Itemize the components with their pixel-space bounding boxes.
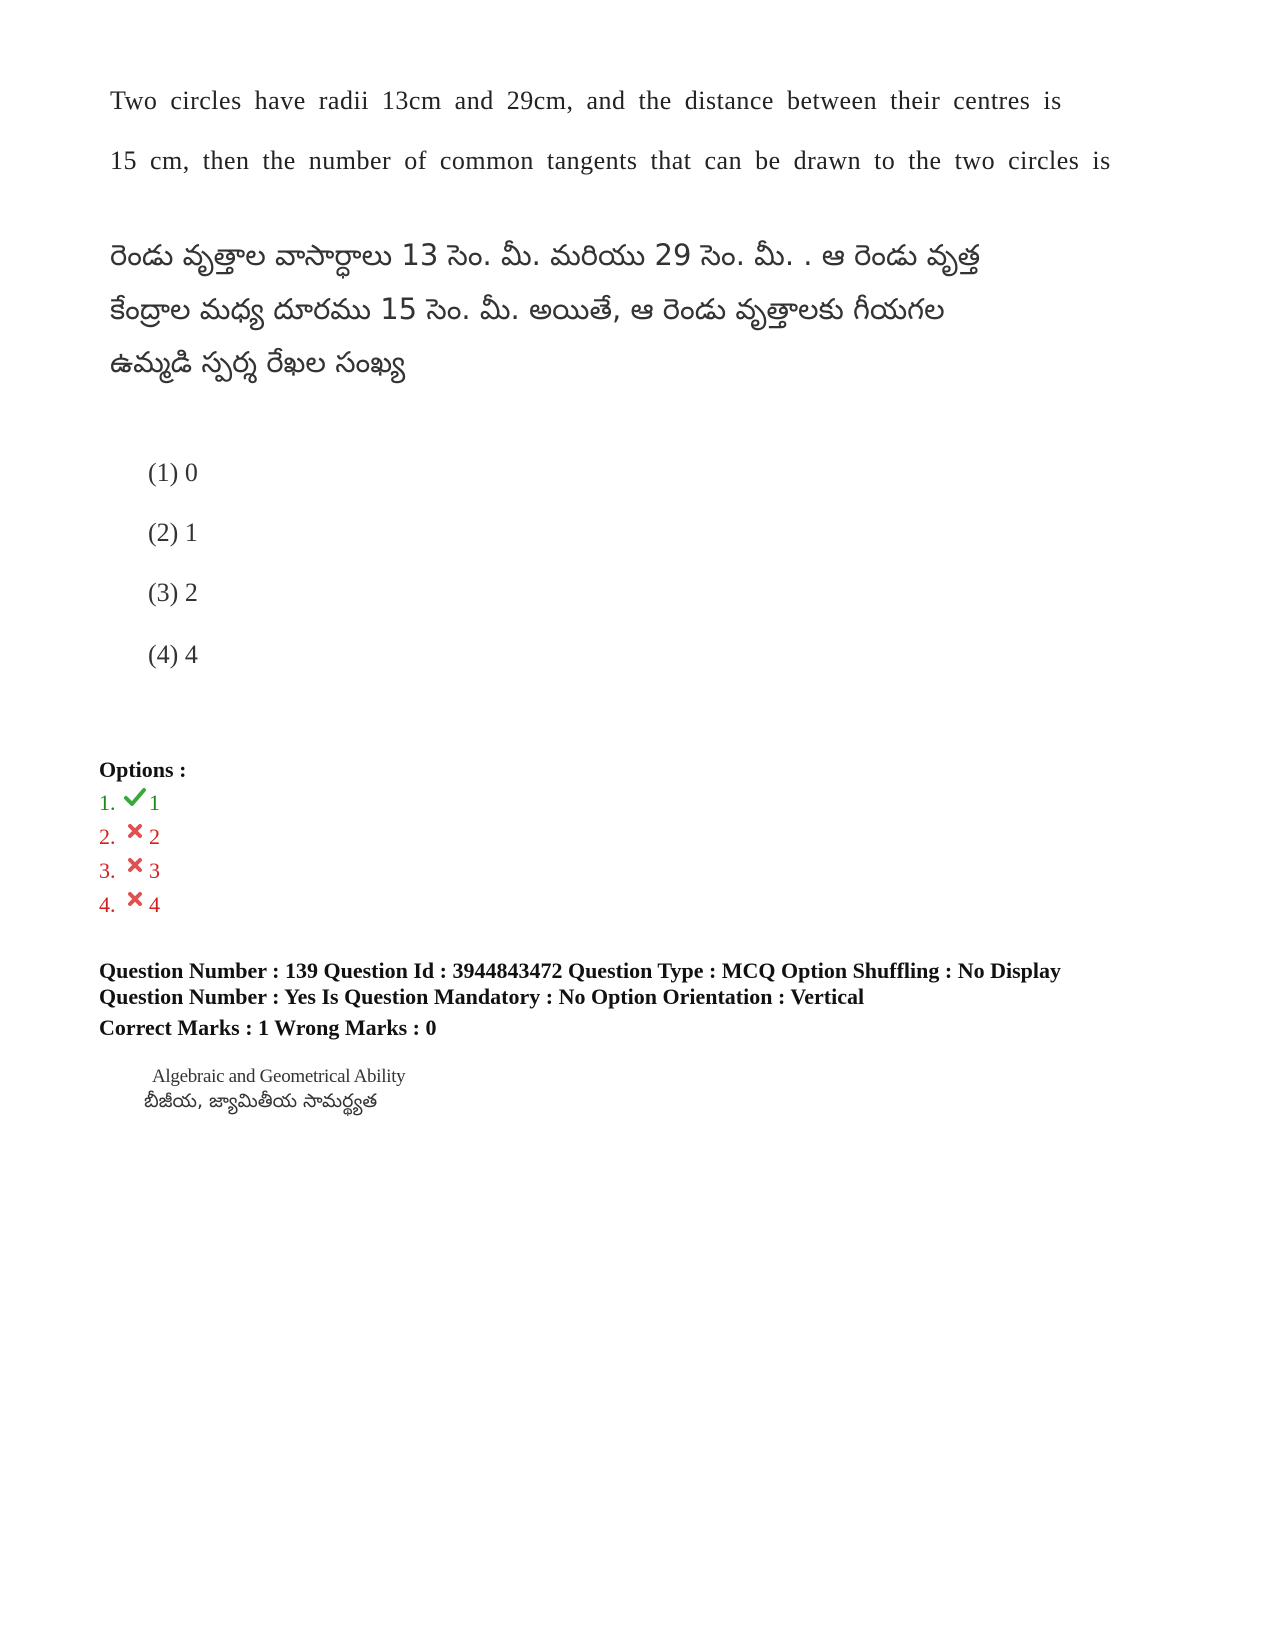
- question-choice-4: (4) 4: [148, 640, 198, 669]
- subject-telugu: బీజీయ, జ్యామితీయ సామర్థ్యత: [144, 1090, 378, 1112]
- option-value: 3: [149, 858, 160, 883]
- option-value: 1: [149, 790, 160, 815]
- option-item-4: [99, 892, 160, 918]
- option-value: 2: [149, 824, 160, 849]
- option-item-3: [99, 858, 160, 884]
- subject-english: Algebraic and Geometrical Ability: [152, 1066, 406, 1087]
- question-choice-1: (1) 0: [148, 458, 198, 487]
- option-number: 3.: [99, 858, 116, 883]
- question-choice-2: (2) 1: [148, 518, 198, 547]
- question-telugu-line-2: కేంద్రాల మధ్య దూరము 15 సెం. మీ. అయితే, ఆ రెండు వృత్తాలకు గీయగల: [110, 292, 945, 326]
- question-telugu-line-3: ఉమ్మడి స్పర్శ రేఖల సంఖ్య: [110, 345, 406, 379]
- question-meta-line-1: Question Number : 139 Question Id : 3944843472 Question Type : MCQ Option Shuffling : No Display: [99, 958, 1062, 983]
- option-number: 4.: [99, 892, 116, 917]
- question-english-line-1: Two circles have radii 13cm and 29cm, and the distance between their centres is: [110, 86, 1062, 115]
- option-item-2: [99, 824, 160, 850]
- question-english-line-2: 15 cm, then the number of common tangents that can be drawn to the two circles is: [110, 146, 1111, 175]
- option-number: 1.: [99, 790, 116, 815]
- question-meta-line-2: Question Number : Yes Is Question Mandatory : No Option Orientation : Vertical: [99, 984, 865, 1009]
- option-item-1: [99, 790, 160, 816]
- marks-line: Correct Marks : 1 Wrong Marks : 0: [99, 1015, 437, 1040]
- option-value: 4: [149, 892, 160, 917]
- option-number: 2.: [99, 824, 116, 849]
- cross-icon: [123, 819, 147, 843]
- options-title: Options :: [99, 757, 187, 782]
- check-icon: [123, 785, 147, 809]
- subject-label: [144, 1066, 444, 1126]
- question-telugu-line-1: రెండు వృత్తాల వాసార్ధాలు 13 సెం. మీ. మరియు 29 సెం. మీ. . ఆ రెండు వృత్త: [110, 238, 981, 272]
- question-choice-3: (3) 2: [148, 578, 198, 607]
- cross-icon: [123, 853, 147, 877]
- cross-icon: [123, 887, 147, 911]
